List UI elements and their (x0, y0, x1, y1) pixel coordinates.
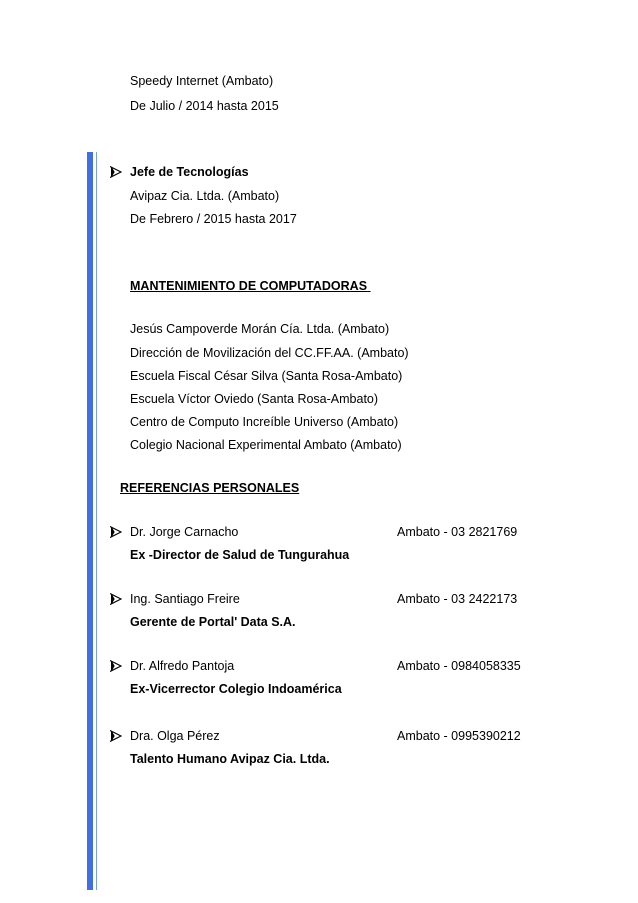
blue-margin-bar (87, 152, 93, 890)
reference-role: Talento Humano Avipaz Cia. Ltda. (130, 752, 330, 766)
arrow-bullet-icon (110, 526, 122, 538)
job1-company: Speedy Internet (Ambato) (130, 74, 274, 88)
reference-role: Ex -Director de Salud de Tungurahua (130, 548, 350, 562)
arrow-bullet-icon (110, 730, 122, 742)
arrow-bullet-icon (110, 166, 122, 178)
arrow-bullet-icon (110, 660, 122, 672)
job2-period: De Febrero / 2015 hasta 2017 (130, 212, 297, 226)
job1-period: De Julio / 2014 hasta 2015 (130, 99, 279, 113)
reference-contact: Ambato - 03 2422173 (397, 592, 518, 606)
reference-name: Dr. Jorge Carnacho (130, 525, 239, 539)
arrow-bullet-icon (110, 593, 122, 605)
reference-contact: Ambato - 03 2821769 (397, 525, 518, 539)
reference-contact: Ambato - 0984058335 (397, 659, 521, 673)
reference-name: Dra. Olga Pérez (130, 729, 220, 743)
reference-role: Ex-Vicerrector Colegio Indoamérica (130, 682, 342, 696)
maintenance-item: Escuela Víctor Oviedo (Santa Rosa-Ambato) (130, 392, 379, 406)
references-heading: REFERENCIAS PERSONALES (120, 481, 300, 495)
reference-contact: Ambato - 0995390212 (397, 729, 521, 743)
maintenance-item: Escuela Fiscal César Silva (Santa Rosa-Ambato) (130, 369, 403, 383)
maintenance-item: Jesús Campoverde Morán Cía. Ltda. (Ambato) (130, 322, 390, 336)
reference-role: Gerente de Portal' Data S.A. (130, 615, 296, 629)
blue-margin-line (96, 152, 97, 890)
reference-name: Ing. Santiago Freire (130, 592, 240, 606)
maintenance-item: Dirección de Movilización del CC.FF.AA. (Ambato) (130, 346, 409, 360)
job2-title: Jefe de Tecnologías (130, 165, 249, 179)
maintenance-item: Colegio Nacional Experimental Ambato (Ambato) (130, 438, 402, 452)
reference-name: Dr. Alfredo Pantoja (130, 659, 235, 673)
maintenance-item: Centro de Computo Increíble Universo (Ambato) (130, 415, 399, 429)
maintenance-heading: MANTENIMIENTO DE COMPUTADORAS (130, 279, 368, 293)
job2-company: Avipaz Cia. Ltda. (Ambato) (130, 189, 280, 203)
